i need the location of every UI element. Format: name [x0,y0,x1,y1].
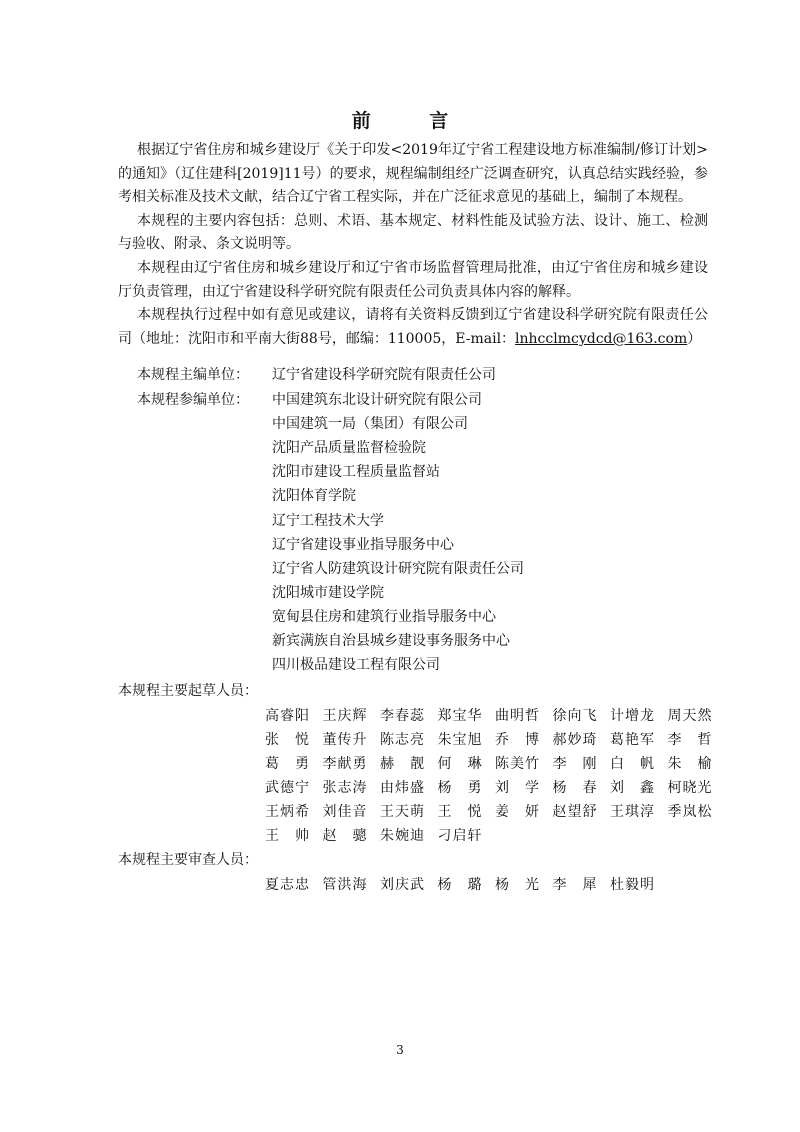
drafters-list [265,705,725,849]
participant-unit: 宽甸县住房和建筑行业指导服务中心 [272,608,496,625]
contact-paragraph [118,304,708,351]
name-row [265,777,725,801]
person-name: 管洪海 [322,877,367,893]
participant-unit: 沈阳体育学院 [272,488,356,505]
contact-close: ） [687,330,702,347]
person-name: 王炳希 [265,804,309,820]
person-name: 刘佳音 [322,804,367,820]
person-name: 王庆辉 [322,708,367,724]
chief-editor-label: 本规程主编单位： [137,367,249,383]
person-name: 李春蕊 [380,708,424,724]
email-link[interactable]: lnhcclmcydcd@163.com [515,330,688,347]
name-row [265,753,725,777]
person-name: 陈志亮 [380,732,424,748]
person-name: 乔博 [495,732,539,748]
person-name: 王天萌 [380,804,424,820]
person-name: 由炜盛 [380,780,424,796]
reviewers-label: 本规程主要审查人员： [118,852,258,868]
participant-unit: 四川极品建设工程有限公司 [272,657,440,674]
person-name: 朱榆 [667,756,712,772]
person-name: 杨光 [495,877,539,893]
name-row [265,729,725,753]
person-name: 郝妙琦 [552,732,597,748]
person-name: 徐向飞 [552,708,597,724]
participant-unit: 辽宁省人防建筑设计研究院有限责任公司 [272,560,524,577]
person-name: 曲明哲 [495,708,539,724]
contact-text: 本规程执行过程中如有意见或建议，请将有关资料反馈到辽宁省建设科学研究院有限责任公司（地址：沈阳市和平南大街88号，邮编：110005，E-mail： [118,307,708,347]
person-name: 高睿阳 [265,708,309,724]
participant-unit: 辽宁工程技术大学 [272,512,384,529]
paragraph: 本规程由辽宁省住房和城乡建设厅和辽宁省市场监督管理局批准，由辽宁省住房和城乡建设厅负责管理，由辽宁省建设科学研究院有限责任公司负责具体内容的解释。 [118,259,708,300]
participant-unit: 新宾满族自治县城乡建设事务服务中心 [272,633,510,649]
person-name: 赫靓 [380,756,424,772]
person-name: 董传升 [322,732,367,748]
person-name: 夏志忠 [265,877,309,893]
person-name: 杨勇 [437,780,482,796]
person-name: 陈美竹 [495,756,539,772]
reviewers-list [265,874,725,898]
name-row [265,801,725,825]
person-name: 季岚松 [667,804,712,820]
person-name: 刘学 [495,780,539,796]
person-name: 朱宝旭 [437,732,482,748]
person-name: 武德宁 [265,780,309,796]
person-name: 张悦 [265,732,309,748]
person-name: 杨璐 [437,877,482,893]
participant-unit: 沈阳城市建设学院 [272,584,384,601]
participants-label: 本规程参编单位： [137,392,249,408]
person-name: 李犀 [552,877,597,893]
person-name: 刘鑫 [610,780,654,796]
name-row [265,874,725,898]
paragraph: 本规程的主要内容包括：总则、术语、基本规定、材料性能及试验方法、设计、施工、检测与验收、附录、条文说明等。 [118,212,708,253]
person-name: 王悦 [437,804,482,820]
person-name: 杨春 [552,780,597,796]
chief-editor-value: 辽宁省建设科学研究院有限责任公司 [272,367,496,383]
person-name: 柯晓光 [667,780,712,796]
person-name: 周天然 [667,708,712,724]
participant-unit: 沈阳产品质量监督检验院 [272,440,426,457]
name-row [265,825,725,849]
person-name: 杜毅明 [610,877,654,893]
preface-body [118,139,708,351]
name-row [265,705,725,729]
participant-unit: 中国建筑东北设计研究院有限公司 [272,392,482,408]
person-name: 李刚 [552,756,597,772]
person-name: 赵骢 [322,828,367,844]
page-number: 3 [396,1043,404,1057]
person-name: 赵望舒 [552,804,597,820]
person-name: 何琳 [437,756,482,772]
person-name: 李献勇 [322,756,367,772]
person-name: 李哲 [667,732,712,748]
person-name: 郑宝华 [437,708,482,724]
participant-unit: 中国建筑一局（集团）有限公司 [272,416,468,433]
participant-unit: 沈阳市建设工程质量监督站 [272,464,440,481]
person-name: 葛勇 [265,756,309,772]
person-name: 姜妍 [495,804,539,820]
participant-unit: 辽宁省建设事业指导服务中心 [272,536,454,553]
person-name: 白帆 [610,756,654,772]
person-name: 刁启轩 [437,828,482,844]
person-name: 葛艳军 [610,732,654,748]
person-name: 朱婉迪 [380,828,424,844]
paragraph: 根据辽宁省住房和城乡建设厅《关于印发<2019年辽宁省工程建设地方标准编制/修订计划>的通知》（辽住建科[2019]11号）的要求，规程编制组经广泛调查研究，认真总结实践经验，参考相关标准及技术文献，结合辽宁省工程实际，并在广泛征求意见的基础上，编制了本规程。 [118,142,708,206]
person-name: 王帅 [265,828,309,844]
person-name: 张志涛 [322,780,367,796]
page-title: 前 言 [351,110,475,132]
person-name: 计增龙 [610,708,654,724]
person-name: 王琪淳 [610,804,654,820]
person-name: 刘庆武 [380,877,424,893]
drafters-label: 本规程主要起草人员： [118,683,258,699]
